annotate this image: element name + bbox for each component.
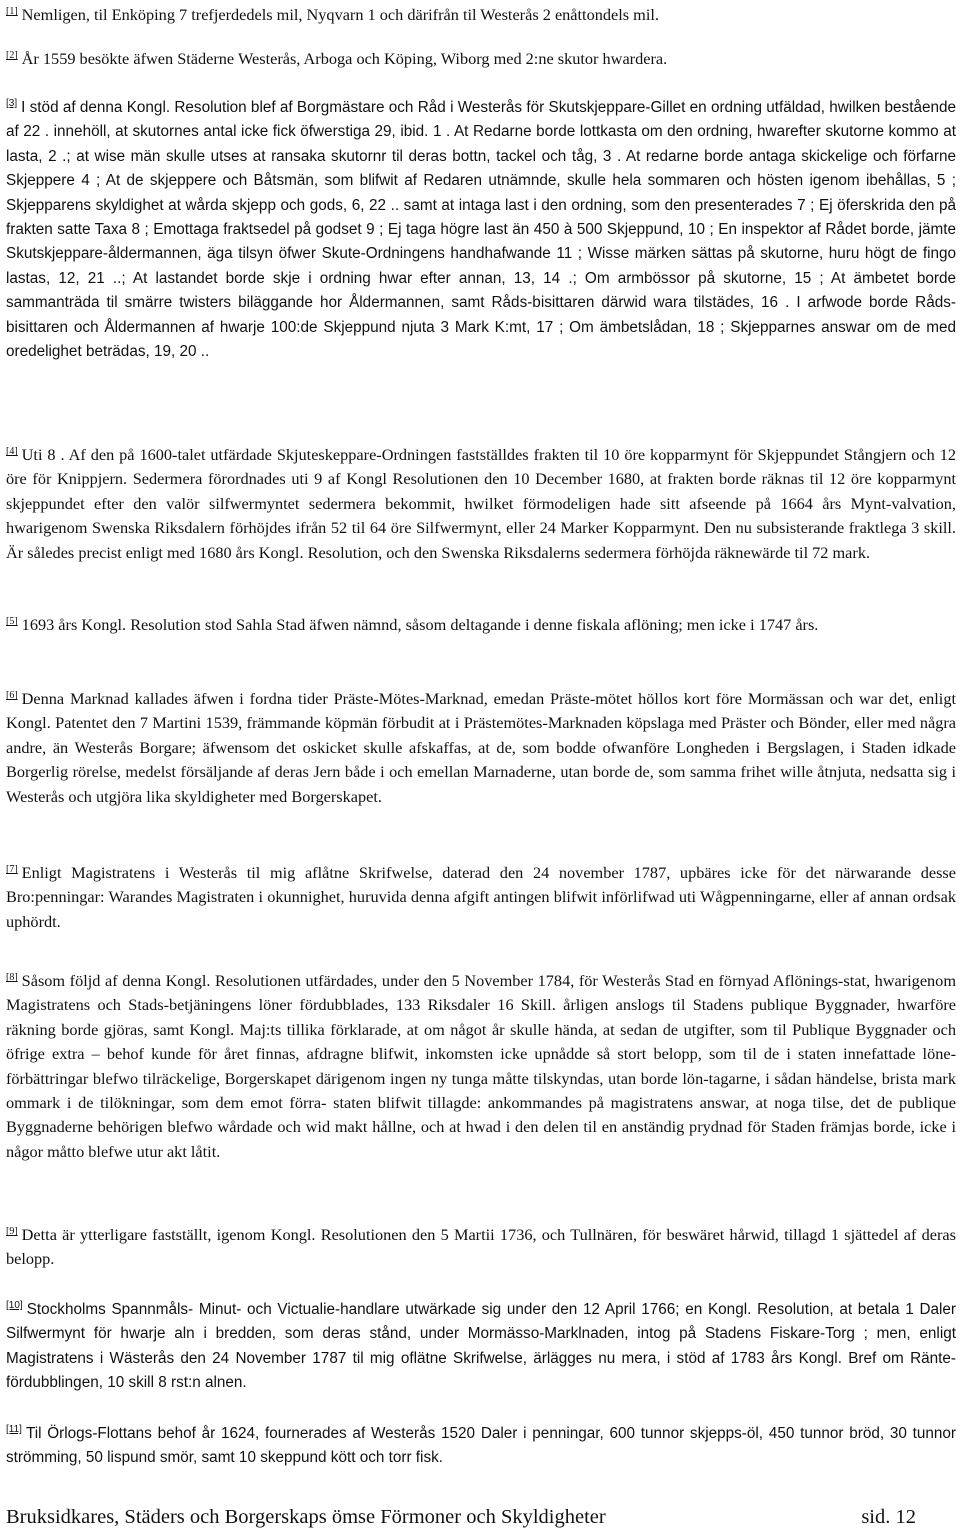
footnote-marker[interactable]: [5] — [6, 616, 18, 627]
footnote-text: Stockholms Spannmåls- Minut- och Victualie-handlare utwärkade sig under den 12 April 1766; en Kongl. Resolution, at betala 1 Daler Silfwermynt för hwarje aln i bredden, som deras stånd, under Mormässo-Marklnaden, intog på Stadens Fiskare-Torg ; men, enligt Magistratens i Wästerås den 24 November 1787 til mig oflätne Skrifwelse, ärlägges nu mera, i stöd af 1783 års Kongl. Bref om Ränte-fördubblingen, 10 skill 8 rst:n alnen. — [6, 1301, 956, 1392]
footnote-marker[interactable]: [8] — [6, 972, 18, 983]
footnote-8 — [6, 966, 956, 1164]
page-footer — [6, 1504, 916, 1530]
footnote-marker[interactable]: [3] — [6, 98, 18, 109]
footnote-text: Detta är ytterligare fastställt, igenom Kongl. Resolutionen den 5 Martii 1736, och Tullnären, för beswäret hårwid, tillagd 1 sjättedel af deras belopp. — [6, 1225, 956, 1269]
footnote-2 — [6, 44, 667, 71]
footnote-5 — [6, 610, 818, 637]
footnote-text: Uti 8 . Af den på 1600-talet utfärdade Skjuteskeppare-Ordningen fastställdes frakten til 10 öre kopparmynt för Skjeppundet Stångjern och 12 öre för Knippjern. Sedermera förordnades uti 9 af Kongl Resolutionen den 10 December 1680, at frakten borde räknas til 12 öre kopparmynt skjeppundet efter den valör silfwermyntet sedermera bekommit, hwilket förmodeligen hade sitt afseende på 1664 års Mynt-valvation, hwarigenom Swenska Riksdalern förhöjdes ifrån 52 til 64 öre Silfwermynt, eller 24 Marker Kopparmynt. Den nu subsisterande fraktlega 3 skill. Är således precist enligt med 1680 års Kongl. Resolution, och den Swenska Riksdalerns sedermera förhöjda räknewärde til 72 mark. — [6, 445, 956, 562]
footnote-text: I stöd af denna Kongl. Resolution blef af Borgmästare och Råd i Westerås för Skutskjeppare-Gillet en ordning utfäldad, hwilken bestående af 22 . innehöll, at skutornes antal icke fick öfwerstiga 29, ibid. 1 . At Redarne borde lottkasta om den ordning, hwarefter skutorne kommo at lasta, 2 .; at wise män skulle utses at ransaka skutornr til deras bottn, tackel och tåg, 3 . At redarne borde antaga skickelige och förfarne Skjeppere 4 ; At de skjeppere och Båtsmän, som blifwit af Redaren utnämnde, skulle hela sommaren och hösten igenom ibehållas, 5 ; Skjepparens skyldighet at wårda skjepp och gods, 6, 22 .. samt at intaga last i den ordning, som den presenterades 7 ; Ej öferskrida den på frakten satte Taxa 8 ; Emottaga fraktsedel på godset 9 ; Ej taga högre last än 450 à 500 Skjeppund, 10 ; En inspektor af Rådet borde, jämte Skutskjeppare-åldermannen, äga tilsyn öfwer Skute-Ordningens handhafwande 11 ; Wisse märken sättas på skutorne, huru högt de fingo lastas, 12, 21 ..; At lastandet borde skje i ordning hwar efter annan, 13, 14 .; Om armbössor på skutorne, 15 ; At ämbetet borde sammanträda til smärre twisters biläggande hor Åldermannen, samt Råds-bisittaren därwid wara tilstädes, 16 . I arfwode borde Råds-bisittaren och Åldermannen af hwarje 100:de Skjeppund njuta 3 Mark K:mt, 17 ; Om ämbetslådan, 18 ; Skjepparnes answar om de med oredelighet beträdas, 19, 20 .. — [6, 99, 956, 361]
footnote-marker[interactable]: [1] — [6, 6, 18, 17]
footnote-text: Til Örlogs-Flottans behof år 1624, fournerades af Westerås 1520 Daler i penningar, 600 tunnor skjepps-öl, 450 tunnor bröd, 30 tunnor strömming, 50 lispund smör, samt 10 skeppund kött och torr fisk. — [6, 1425, 956, 1467]
footnote-9 — [6, 1220, 956, 1272]
footnote-10 — [6, 1294, 956, 1396]
footnote-marker[interactable]: [11] — [6, 1424, 22, 1435]
page-number: sid. 12 — [861, 1506, 916, 1528]
footnote-7 — [6, 858, 956, 934]
footnote-marker[interactable]: [9] — [6, 1226, 18, 1237]
footnote-text: 1693 års Kongl. Resolution stod Sahla Stad äfwen nämnd, såsom deltagande i denne fiskala aflöning; men icke i 1747 års. — [21, 615, 819, 634]
footnote-marker[interactable]: [10] — [6, 1300, 23, 1311]
footnote-marker[interactable]: [7] — [6, 864, 18, 875]
footnote-text: Nemligen, til Enköping 7 trefjerdedels mil, Nyqvarn 1 och därifrån til Westerås 2 enåttondels mil. — [21, 5, 659, 24]
footnote-3 — [6, 92, 956, 364]
footnote-marker[interactable]: [2] — [6, 50, 18, 61]
footnote-marker[interactable]: [4] — [6, 446, 18, 457]
footnote-text: Enligt Magistratens i Westerås til mig aflåtne Skrifwelse, daterad den 24 november 1787, upbäres icke för det närwarande desse Bro:penningar: Warandes Magistraten i okunnighet, huruvida denna afgift antingen blifwit införlifwad uti Wågpenningarne, eller af annan ordsak uphördt. — [6, 863, 956, 931]
footnote-1 — [6, 0, 659, 27]
footnote-6 — [6, 684, 956, 809]
footnote-11 — [6, 1418, 956, 1471]
footnote-marker[interactable]: [6] — [6, 690, 18, 701]
footer-title: Bruksidkares, Städers och Borgerskaps ömse Förmoner och Skyldigheter — [6, 1506, 606, 1528]
footnote-text: År 1559 besökte äfwen Städerne Westerås, Arboga och Köping, Wiborg med 2:ne skutor hwardera. — [21, 49, 668, 68]
footnote-4 — [6, 440, 956, 565]
footnote-text: Denna Marknad kallades äfwen i fordna tider Präste-Mötes-Marknad, emedan Präste-mötet höllos kort före Mormässan och war det, enligt Kongl. Patentet den 7 Martini 1539, främmande köpmän förbudit at i Prästemötes-Marknaden köpslaga med Präster och Bönder, eller med några andre, än Westerås Borgare; äfwensom det oskicket skulle afskaffas, at de, som bodde ofwanföre Longheden i Bergslagen, i Staden idkade Borgerlig rörelse, medelst försäljande af deras Jern både i och emellan Marnaderne, utan borde de, som samma frihet wille åtnjuta, nedsatta sig i Westerås och utgjöra lika skyldigheter med Borgerskapet. — [6, 689, 956, 806]
footnote-text: Såsom följd af denna Kongl. Resolutionen utfärdades, under den 5 November 1784, för Westerås Stad en förnyad Aflönings-stat, hwarigenom Magistratens och Stads-betjäningens löner fördubblades, 133 Riksdaler 16 Skill. årligen anslogs til Stadens publique Byggnader, hwarföre räkning borde gjöras, samt Kongl. Maj:ts tillika förklarade, at om något år skulle hända, at sedan de utgifter, som til Publique Byggnader och öfrige extra – behof kunde för året finnas, afdragne blifwit, inkomsten icke upnådde så stort belopp, som til de i staten innefattade löne-förbättringar blefwo tilräckelige, Borgerskapet därigenom ingen ny tunga måtte tilskyndas, utan borde lön-tagarne, i sådan händelse, brista mark ommark i de tilökningar, som dem emot förra- staten blifwit tillagde: ankommandes på magistratens answar, at noga tilse, det de publique Byggnaderne behörigen blefwo wårdade och wid makt hållne, och at hwad i den delen til en anständig prydnad för Staden främjas borde, icke i någor måtto blefwe utur akt låtit. — [6, 971, 956, 1161]
